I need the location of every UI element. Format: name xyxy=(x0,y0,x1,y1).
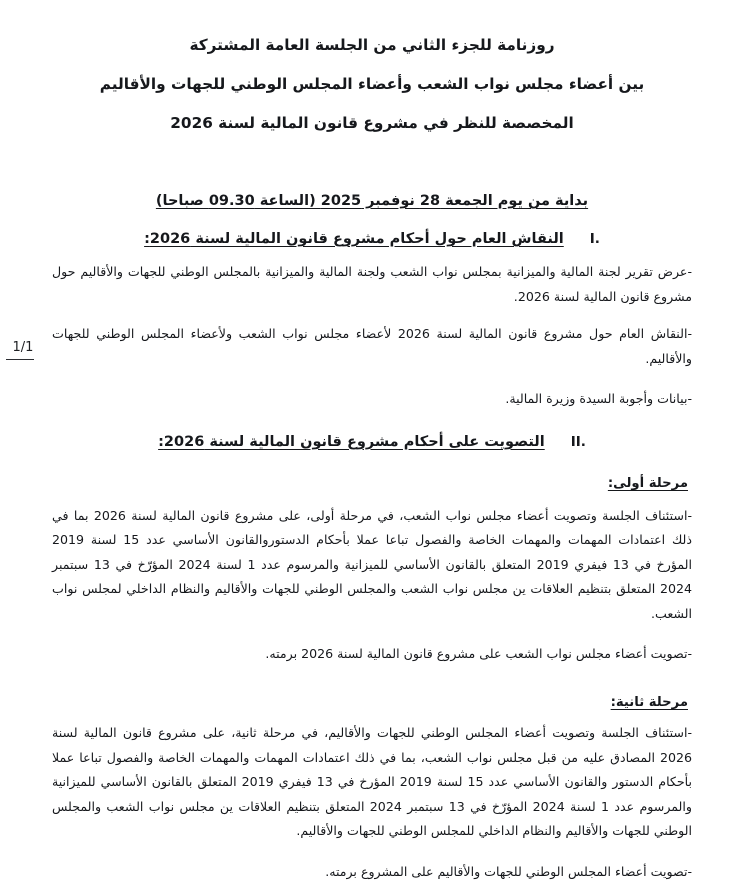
section-heading xyxy=(52,231,692,247)
section-voting xyxy=(52,434,692,884)
document-title xyxy=(52,26,692,143)
section-heading xyxy=(52,434,692,450)
stage-item: -تصويت أعضاء مجلس نواب الشعب على مشروع قانون المالية لسنة 2026 برمته. xyxy=(265,646,692,662)
section-item: -النقاش العام حول مشروع قانون المالية لسنة 2026 لأعضاء مجلس نواب الشعب ولأعضاء المجلس الوطني للجهات والأقاليم. xyxy=(52,326,692,366)
section-title: التصويت على أحكام مشروع قانون المالية لسنة 2026: xyxy=(158,433,545,450)
page-number-label: 1/1 xyxy=(12,340,34,355)
title-line-3: المخصصة للنظر في مشروع قانون المالية لسنة 2026 xyxy=(170,114,574,132)
stage-label-second: مرحلة ثانية: xyxy=(610,695,688,711)
section-number: II. xyxy=(570,433,586,450)
stage-item: -تصويت أعضاء المجلس الوطني للجهات والأقاليم على المشروع برمته. xyxy=(325,863,692,879)
session-date-line: بداية من يوم الجمعة 28 نوفمبر 2025 (الساعة 09.30 صباحا) xyxy=(155,193,589,209)
stage-item: -استئناف الجلسة وتصويت أعضاء مجلس نواب الشعب، في مرحلة أولى، على مشروع قانون المالية لسنة 2026 بما في ذلك اعتمادات المهمات والمهمات الخاصة والفصول تباعا عملا بأحكام الدستوروالقانون الأساسي عدد 15 لسنة 2019 المؤرخ في 13 فيفري 2019 المتعلق بالقانون الأساسي للميزانية والمرسوم عدد 1 لسنة 2024 المؤرّخ في 13 سبتمبر 2024 المتعلق بتنظيم العلاقات ين مجلس نواب الشعب والمجلس الوطني للجهات والأقاليم والنظام الداخلي لمجلس نواب الشعب. xyxy=(52,507,693,621)
title-line-2: بين أعضاء مجلس نواب الشعب وأعضاء المجلس الوطني للجهات والأقاليم xyxy=(99,75,645,93)
title-line-1: روزنامة للجزء الثاني من الجلسة العامة المشتركة xyxy=(189,36,555,54)
section-title: النقاش العام حول أحكام مشروع قانون المالية لسنة 2026: xyxy=(144,231,564,247)
section-item: -عرض تقرير لجنة المالية والميزانية بمجلس نواب الشعب ولجنة المالية والميزانية بالمجلس الوطني للجهات والأقاليم حول مشروع قانون المالية لسنة 2026. xyxy=(52,264,692,304)
section-number: I. xyxy=(589,231,600,247)
stage-label-first: مرحلة أولى: xyxy=(607,475,688,491)
section-item: -بيانات وأجوبة السيدة وزيرة المالية. xyxy=(505,391,692,407)
stage-item: -استئناف الجلسة وتصويت أعضاء المجلس الوطني للجهات والأقاليم، في مرحلة ثانية، على مشروع قانون المالية لسنة 2026 المصادق عليه من قبل مجلس نواب الشعب، بما في ذلك اعتمادات المهمات والمهمات الخاصة والفصول تباعا عملا بأحكام الدستور والقانون الأساسي عدد 15 لسنة 2019 المؤرخ في 13 فيفري 2019 المتعلق بالقانون الأساسي للميزانية والمرسوم عدد 1 لسنة 2024 المؤرّخ في 13 سبتمبر 2024 المتعلق بتنظيم العلاقات ين مجلس نواب الشعب والمجلس الوطني للجهات والأقاليم والنظام الداخلي للمجلس الوطني للجهات والأقاليم. xyxy=(52,725,692,839)
section-general-discussion xyxy=(52,231,692,412)
